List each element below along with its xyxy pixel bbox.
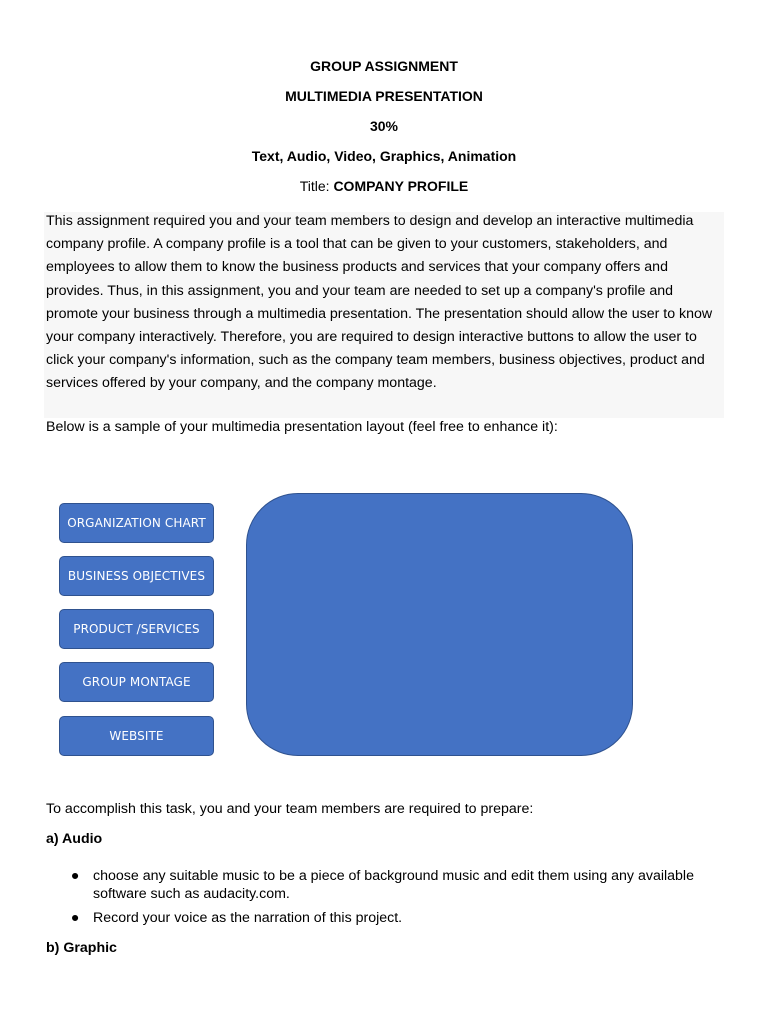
- assignment-heading: GROUP ASSIGNMENT: [310, 58, 458, 74]
- organization-chart-button[interactable]: ORGANIZATION CHART: [59, 503, 214, 543]
- business-objectives-button[interactable]: BUSINESS OBJECTIVES: [59, 556, 214, 596]
- website-button[interactable]: WEBSITE: [59, 716, 214, 756]
- title-prefix: Title:: [299, 178, 334, 194]
- audio-heading: a) Audio: [46, 831, 103, 847]
- title-value: COMPANY PROFILE: [333, 178, 469, 194]
- media-types-heading: Text, Audio, Video, Graphics, Animation: [251, 148, 517, 164]
- bullet-icon: ●: [70, 910, 80, 926]
- bullet-icon: ●: [70, 868, 80, 884]
- group-montage-button[interactable]: GROUP MONTAGE: [59, 662, 214, 702]
- product-services-button[interactable]: PRODUCT /SERVICES: [59, 609, 214, 649]
- title-line: [0, 177, 768, 195]
- tasks-intro-text: To accomplish this task, you and your team members are required to prepare:: [46, 801, 534, 817]
- content-display-area: [246, 493, 633, 756]
- list-item-text: Record your voice as the narration of this project.: [93, 910, 403, 926]
- intro-paragraph: This assignment required you and your team members to design and develop an interactive multimedia company profile. A company profile is a tool that can be given to your customers, stakeholders, and employees to allow them to know the business products and services that your company offers and provides. Thus, in this assignment, you and your team are needed to set up a company's profile and promote your business through a multimedia presentation. The presentation should allow the user to know your company interactively. Therefore, you are required to design interactive buttons to allow the user to click your company's information, such as the company team members, business objectives, product and services offered by your company, and the company montage.: [46, 213, 713, 392]
- list-item-text: choose any suitable music to be a piece of background music and edit them using any available software such as audacity.com.: [93, 868, 694, 902]
- graphic-heading: b) Graphic: [46, 940, 117, 956]
- sample-intro-text: Below is a sample of your multimedia presentation layout (feel free to enhance it):: [46, 419, 558, 435]
- subject-heading: MULTIMEDIA PRESENTATION: [285, 88, 483, 104]
- weight-heading: 30%: [369, 118, 399, 134]
